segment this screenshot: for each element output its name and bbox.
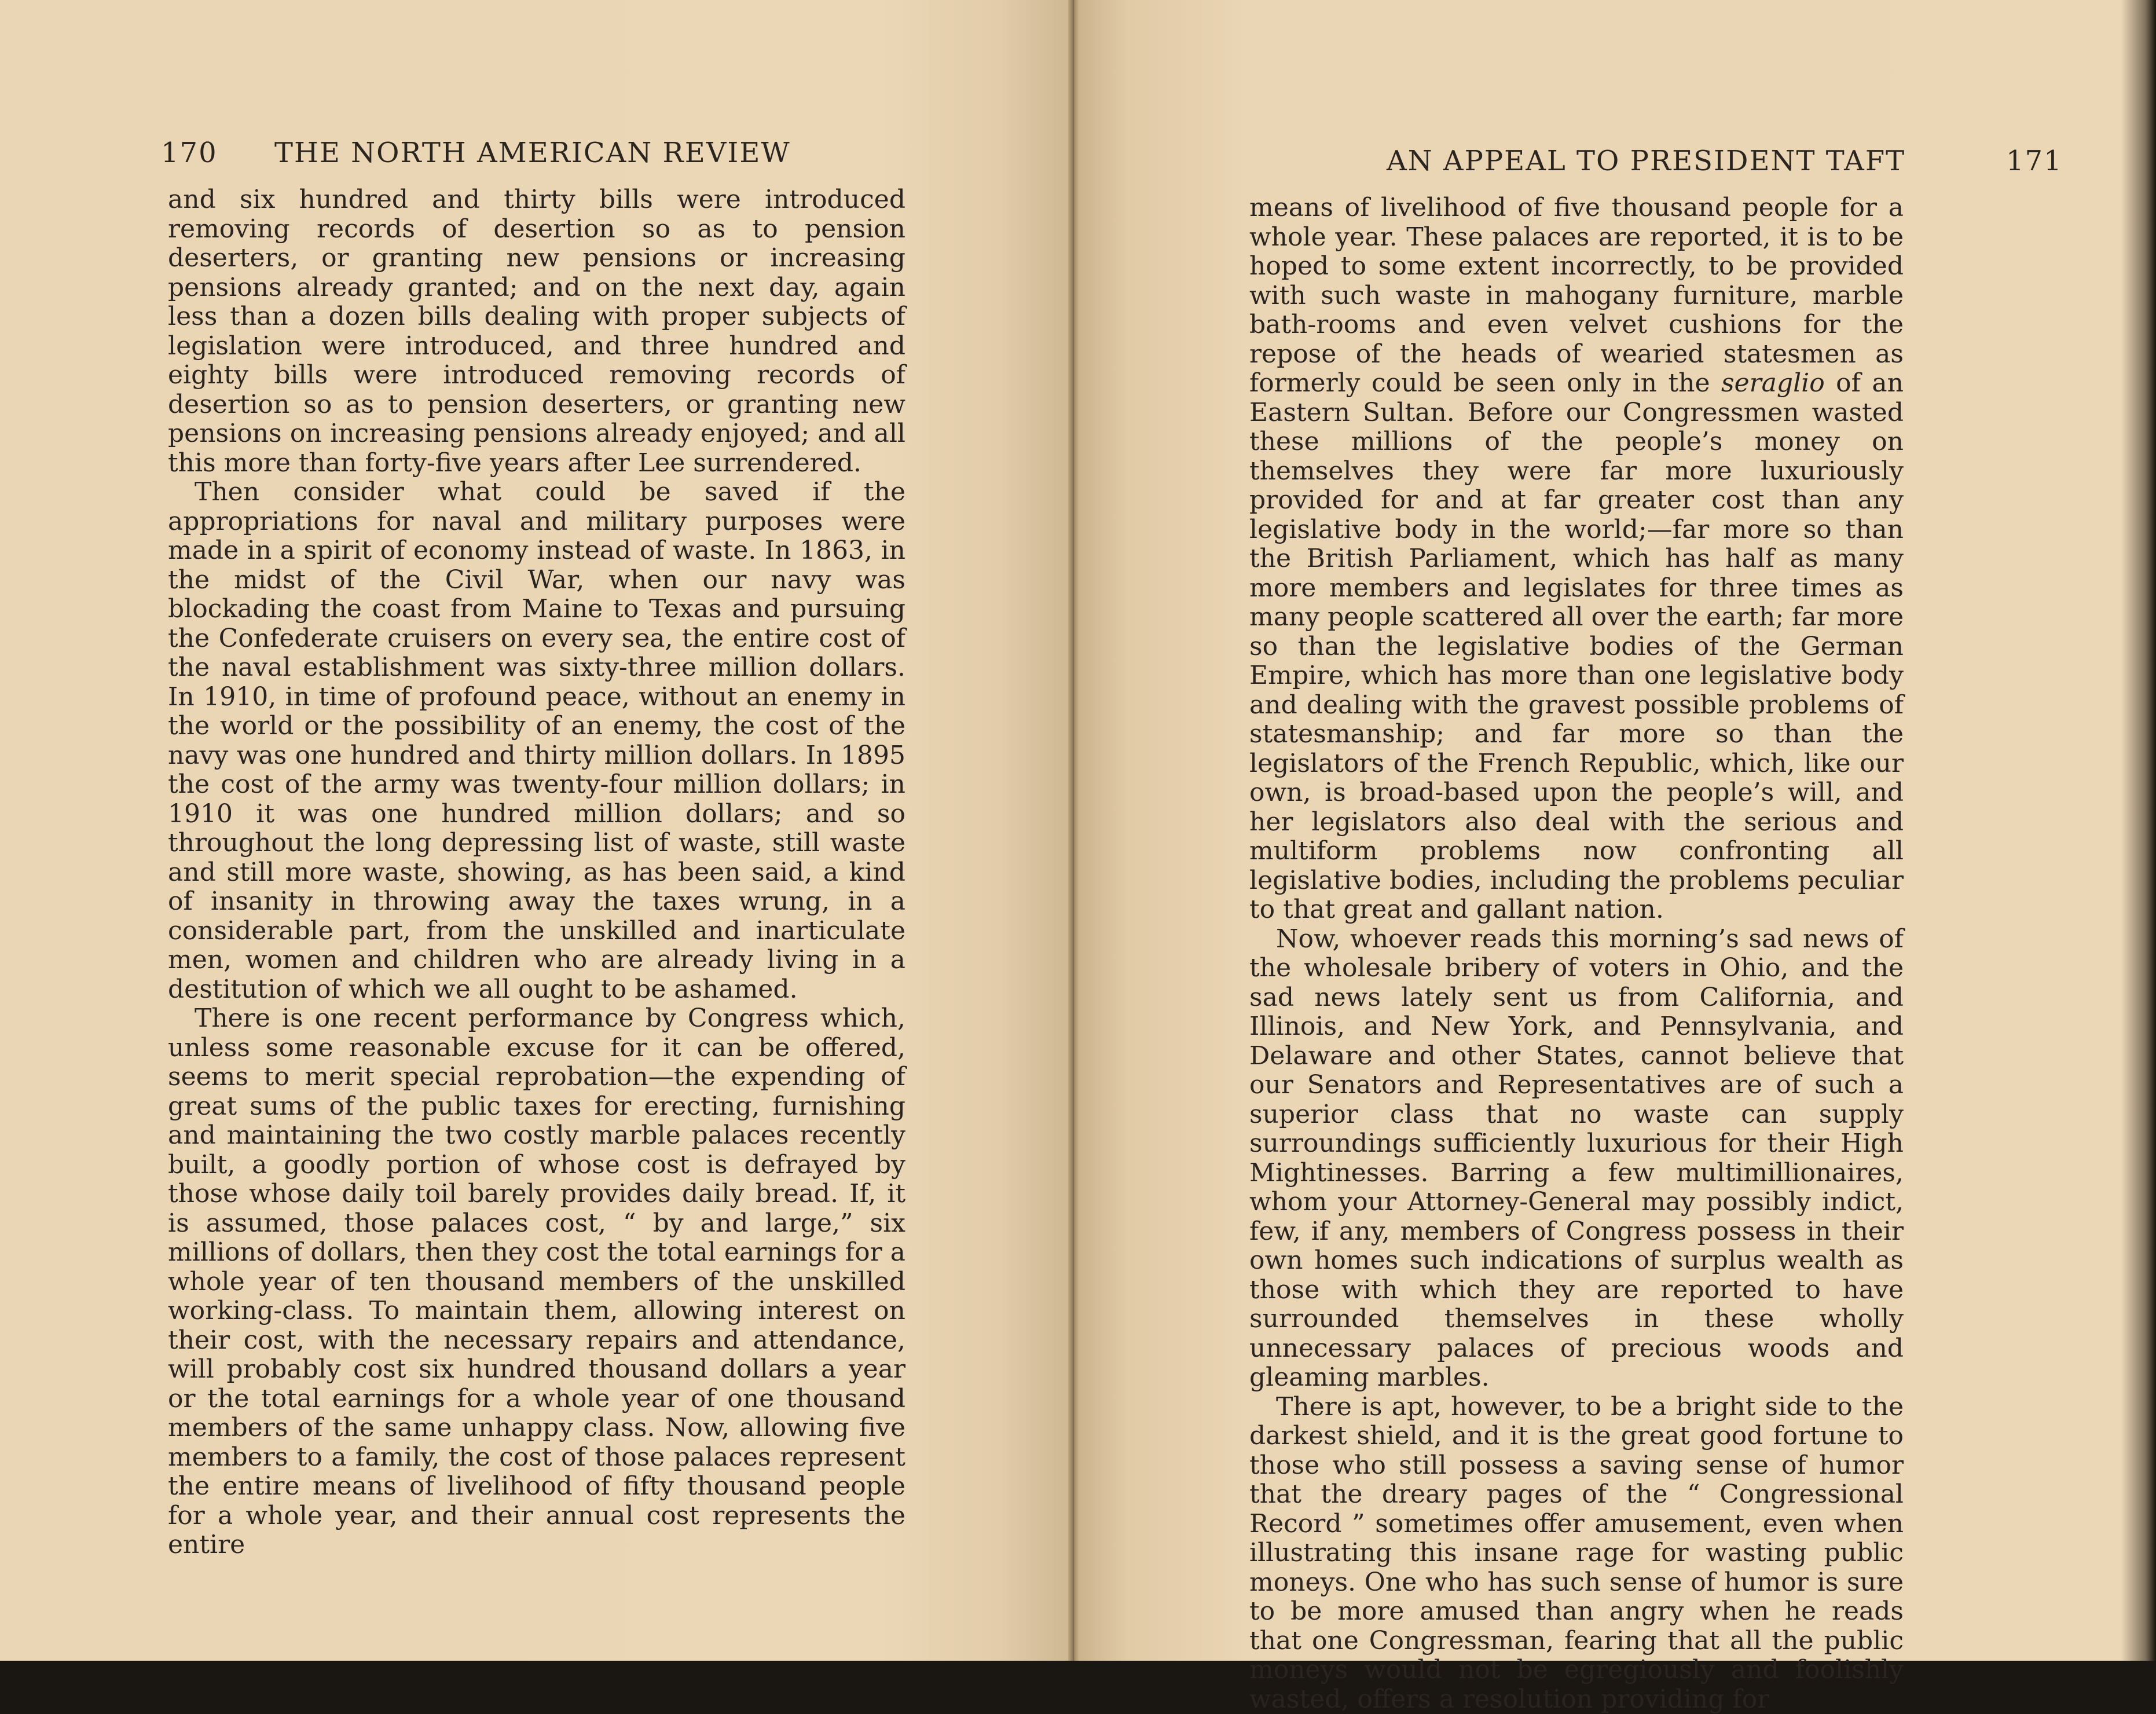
right-paragraph-1: means of livelihood of five thousand people for a whole year. These palaces are reported, it is to be hoped to some extent incorrectly, to be provided with such waste in mahogany furniture, marble bath-rooms and even velvet cushions for the repose of the heads of wearied statesmen as formerly could be seen only in the seraglio of an Eastern Sultan. Before our Congressmen wasted these millions of the people’s money on themselves they were far more luxuriously provided for and at far greater cost than any legislative body in the world;—far more so than the British Parliament, which has half as many more members and legislates for three times as many people scattered all over the earth; far more so than the legislative bodies of the German Empire, which has more than one legislative body and dealing with the gravest possible problems of statesmanship; and far more so than the legislators of the French Republic, which, like our own, is broad-based upon the people’s will, and her legislators also deal with the serious and multiform problems now confronting all legislative bodies, including the problems peculiar to that great and gallant nation. — [1249, 193, 1904, 925]
left-paragraph-3: There is one recent performance by Congress which, unless some reasonable excuse for it can be offered, seems to merit special reprobation—the expending of great sums of the public taxes for erecting, furnishing and maintaining the two costly marble palaces recently built, a goodly portion of whose cost is defrayed by those whose daily toil barely provides daily bread. If, it is assumed, those palaces cost, “ by and large,” six millions of dollars, then they cost the total earnings for a whole year of ten thousand members of the unskilled working-class. To maintain them, allowing interest on their cost, with the necessary repairs and attendance, will probably cost six hundred thousand dollars a year or the total earnings for a whole year of one thousand members of the same unhappy class. Now, allowing five members to a family, the cost of those palaces represent the entire means of livelihood of fifty thousand people for a whole year, and their annual cost represents the entire — [168, 1004, 905, 1560]
italic-term: seraglio — [1721, 368, 1825, 398]
left-paragraph-1: and six hundred and thirty bills were introduced removing records of desertion so as to pension deserters, or granting new pensions or increasing pensions already granted; and on the next day, again less than a dozen bills dealing with proper subjects of legislation were introduced, and three hundred and eighty bills were introduced removing records of desertion so as to pension deserters, or granting new pensions on increasing pensions already enjoyed; and all this more than forty-five years after Lee surrendered. — [168, 185, 905, 478]
right-body-text — [1249, 193, 1904, 1714]
book-gutter — [1068, 0, 1079, 1661]
right-running-head — [1387, 145, 2133, 180]
left-running-head — [161, 137, 856, 171]
left-running-title: THE NORTH AMERICAN REVIEW — [274, 137, 791, 169]
right-page-edge-shadow — [2121, 0, 2156, 1661]
right-running-title: AN APPEAL TO PRESIDENT TAFT — [1387, 145, 1905, 177]
right-page-number: 171 — [2006, 145, 2063, 177]
right-paragraph-3: There is apt, however, to be a bright side to the darkest shield, and it is the great good fortune to those who still possess a saving sense of humor that the dreary pages of the “ Congressional Record ” sometimes offer amusement, even when illustrating this insane rage for wasting public moneys. One who has such sense of humor is sure to be more amused than angry when he reads that one Congressman, fearing that all the public moneys would not be egregiously and foolishly wasted, offers a resolution providing for — [1249, 1393, 1904, 1714]
right-paragraph-2: Now, whoever reads this morning’s sad news of the wholesale bribery of voters in Ohio, and the sad news lately sent us from California, and Illinois, and New York, and Pennsylvania, and Delaware and other States, cannot believe that our Senators and Representatives are of such a superior class that no waste can supply surroundings sufficiently luxurious for their High Mightinesses. Barring a few multimillionaires, whom your Attorney-General may possibly indict, few, if any, members of Congress possess in their own homes such indications of surplus wealth as those with which they are reported to have surrounded themselves in these wholly unnecessary palaces of precious woods and gleaming marbles. — [1249, 925, 1904, 1393]
left-page-number: 170 — [161, 137, 218, 169]
left-paragraph-2: Then consider what could be saved if the appropriations for naval and military purposes were made in a spirit of economy instead of waste. In 1863, in the midst of the Civil War, when our navy was blockading the coast from Maine to Texas and pursuing the Confederate cruisers on every sea, the entire cost of the naval establishment was sixty-three million dollars. In 1910, in time of profound peace, without an enemy in the world or the possibility of an enemy, the cost of the navy was one hundred and thirty million dollars. In 1895 the cost of the army was twenty-four million dollars; in 1910 it was one hundred million dollars; and so throughout the long depressing list of waste, still waste and still more waste, showing, as has been said, a kind of insanity in throwing away the taxes wrung, in a considerable part, from the unskilled and inarticulate men, women and children who are already living in a destitution of which we all ought to be ashamed. — [168, 478, 905, 1004]
left-page — [0, 0, 1074, 1661]
left-body-text — [168, 185, 905, 1560]
right-page — [1074, 0, 2156, 1661]
